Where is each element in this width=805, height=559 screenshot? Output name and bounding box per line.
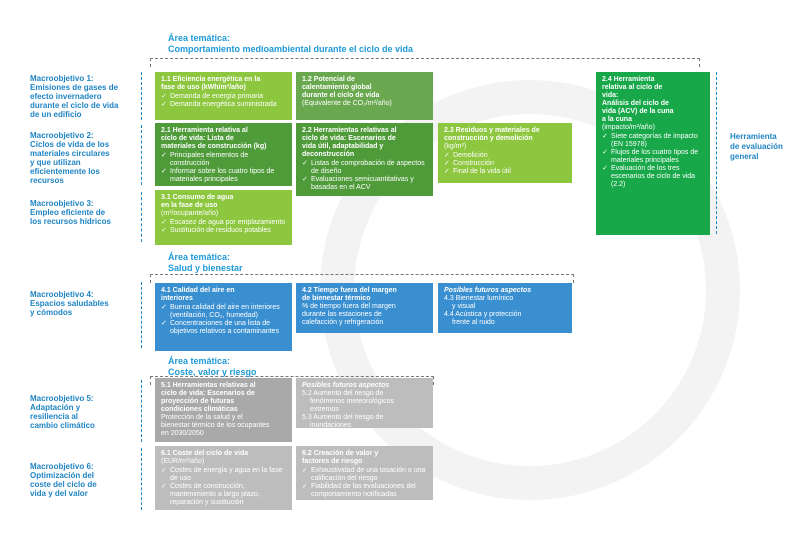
- bracket-6: [136, 448, 142, 510]
- area-title-environment: Área temática: Comportamiento medioambiental durante el ciclo de vida: [168, 33, 414, 54]
- future-aspects-adaptation: Posibles futuros aspectos 5.2 Aumento del riesgo de fenómenos meteorológicos extremos 5.3 Aumento del riesgo de inundaciones: [296, 378, 433, 428]
- bracket-1: [136, 72, 142, 120]
- indicator-2-2: 2.2 Herramientas relativas al ciclo de vida: Escenarios de vida útil, adaptabilidad y deconstrucción ✓ Listas de comprobación de aspectos de diseño ✓ Evaluaciones semicuantitativas y basadas en el ACV: [296, 123, 433, 196]
- macro-objective-2: Macroobjetivo 2: Ciclos de vida de los materiales circulares y que utilizan eficientemente los recursos: [30, 131, 110, 185]
- general-assessment-tool-label: Herramienta de evaluación general: [730, 132, 783, 161]
- area-title-health: Área temática: Salud y bienestar: [168, 252, 243, 273]
- indicator-2-3: 2.3 Residuos y materiales de construcción y demolición (kg/m²) ✓ Demolición ✓ Construcción ✓ Final de la vida útil: [438, 123, 572, 183]
- indicator-2-1: 2.1 Herramienta relativa al ciclo de vida: Lista de materiales de construcción (kg) ✓ Principales elementos de construcción ✓ Informar sobre los cuatro tipos de materiales principales: [155, 123, 292, 186]
- macro-objective-1: Macroobjetivo 1: Emisiones de gases de efecto invernadero durante el ciclo de vida de un edificio: [30, 74, 119, 119]
- indicator-1-2: 1.2 Potencial de calentamiento global durante el ciclo de vida (Equivalente de CO₂/m²/año): [296, 72, 433, 120]
- area-frame-environment: [150, 58, 700, 67]
- bracket-tool: [716, 72, 723, 234]
- bracket-2: [136, 125, 142, 185]
- indicator-2-4-lca-tool: 2.4 Herramienta relativa al ciclo de vida: Análisis del ciclo de vida (ACV) de la cuna a la cuna (impacto/m²/año) ✓ Siete categorías de impacto (EN 15978) ✓ Flujos de los cuatro tipos de materiales principales ✓ Evaluación de los tres escenarios de ciclo de vida (2.2): [596, 72, 710, 235]
- area-title-cost: Área temática: Coste, valor y riesgo: [168, 356, 257, 377]
- area-frame-health: [150, 274, 574, 283]
- macro-objective-3: Macroobjetivo 3: Empleo eficiente de los recursos hídricos: [30, 199, 111, 226]
- indicator-5-1: 5.1 Herramientas relativas al ciclo de vida: Escenarios de proyección de futuras condiciones climáticas Protección de la salud y el bienestar térmico de los ocupantes en 2030/2050: [155, 378, 292, 442]
- indicator-6-1: 6.1 Coste del ciclo de vida (EUR/m²/año) ✓ Costes de energía y agua en la fase de uso ✓ Costes de construcción, mantenimiento a largo plazo, reparación y sustitución: [155, 446, 292, 510]
- indicator-6-2: 6.2 Creación de valor y factores de riesgo ✓ Exhaustividad de una tasación o una calificación del riesgo ✓ Fiabilidad de las evaluaciones del comportamiento notificadas: [296, 446, 433, 500]
- bracket-3: [136, 192, 142, 242]
- indicator-1-1: 1.1 Eficiencia energética en la fase de uso (kWh/m²/año) ✓ Demanda de energía primaria ✓ Demanda energética suministrada: [155, 72, 292, 120]
- macro-objective-4: Macroobjetivo 4: Espacios saludables y cómodos: [30, 290, 109, 317]
- indicator-3-1: 3.1 Consumo de agua en la fase de uso (m³/ocupante/año) ✓ Escasez de agua por emplazamiento ✓ Sustitución de residuos potables: [155, 190, 292, 245]
- bracket-4: [136, 282, 142, 348]
- indicator-4-1: 4.1 Calidad del aire en interiores ✓ Buena calidad del aire en interiores (ventilación, CO₂, humedad) ✓ Concentraciones de una lista de objetivos relativos a contaminantes: [155, 283, 292, 351]
- macro-objective-6: Macroobjetivo 6: Optimización del coste del ciclo de vida y del valor: [30, 462, 97, 498]
- indicator-4-2: 4.2 Tiempo fuera del margen de bienestar térmico % de tiempo fuera del margen durante las estaciones de calefacción y refrigeración: [296, 283, 433, 333]
- bracket-5: [136, 380, 142, 442]
- macro-objective-5: Macroobjetivo 5: Adaptación y resiliencia al cambio climático: [30, 394, 95, 430]
- future-aspects-health: Posibles futuros aspectos 4.3 Bienestar lumínico y visual 4.4 Acústica y protección frente al ruido: [438, 283, 572, 333]
